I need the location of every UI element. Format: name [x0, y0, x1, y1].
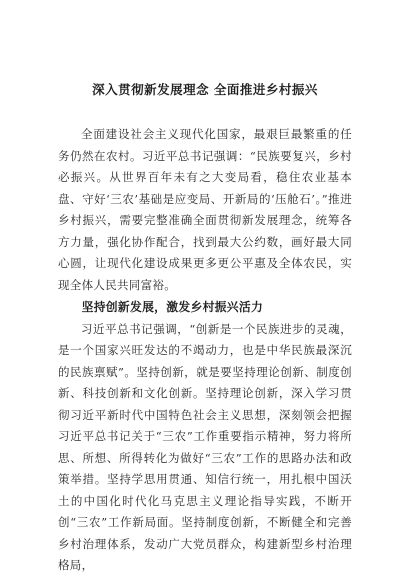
intro-paragraph: 全面建设社会主义现代化国家，最艰巨最繁重的任务仍然在农村。习近平总书记强调：“民族要复兴，乡村必振兴。从世界百年未有之大变局看，稳住农业基本盘、守好‘三农’基础是应变局、开新局的‘压舱石’。”推进乡村振兴，需要完整准确全面贯彻新发展理念，统筹各方力量，强化协作配合，找到最大公约数，画好最大同心圆，让现代化建设成果更多更公平惠及全体农民，实现全体人民共同富裕。 [58, 127, 352, 292]
document-title: 深入贯彻新发展理念 全面推进乡村振兴 [92, 82, 318, 97]
section-heading: 坚持创新发展，激发乡村振兴活力 [81, 300, 264, 314]
section-paragraph: 习近平总书记强调，“创新是一个民族进步的灵魂，是一个国家兴旺发达的不竭动力，也是中华民族最深沉的民族禀赋”。坚持创新，就是要坚持理论创新、制度创新、科技创新和文化创新。坚持理论创新，深入学习贯彻习近平新时代中国特色社会主义思想，深刻领会把握习近平总书记关于“三农”工作重要指示精神，努力将所思、所想、所得转化为做好“三农”工作的思路办法和政策举措。坚持学思用贯通、知信行统一，用扎根中国沃土的中国化时代化马克思主义理论指导实践，不断开创“三农”工作新局面。坚持制度创新，不断健全和完善乡村治理体系，发动广大党员群众，构建新型乡村治理格局， [58, 321, 352, 572]
